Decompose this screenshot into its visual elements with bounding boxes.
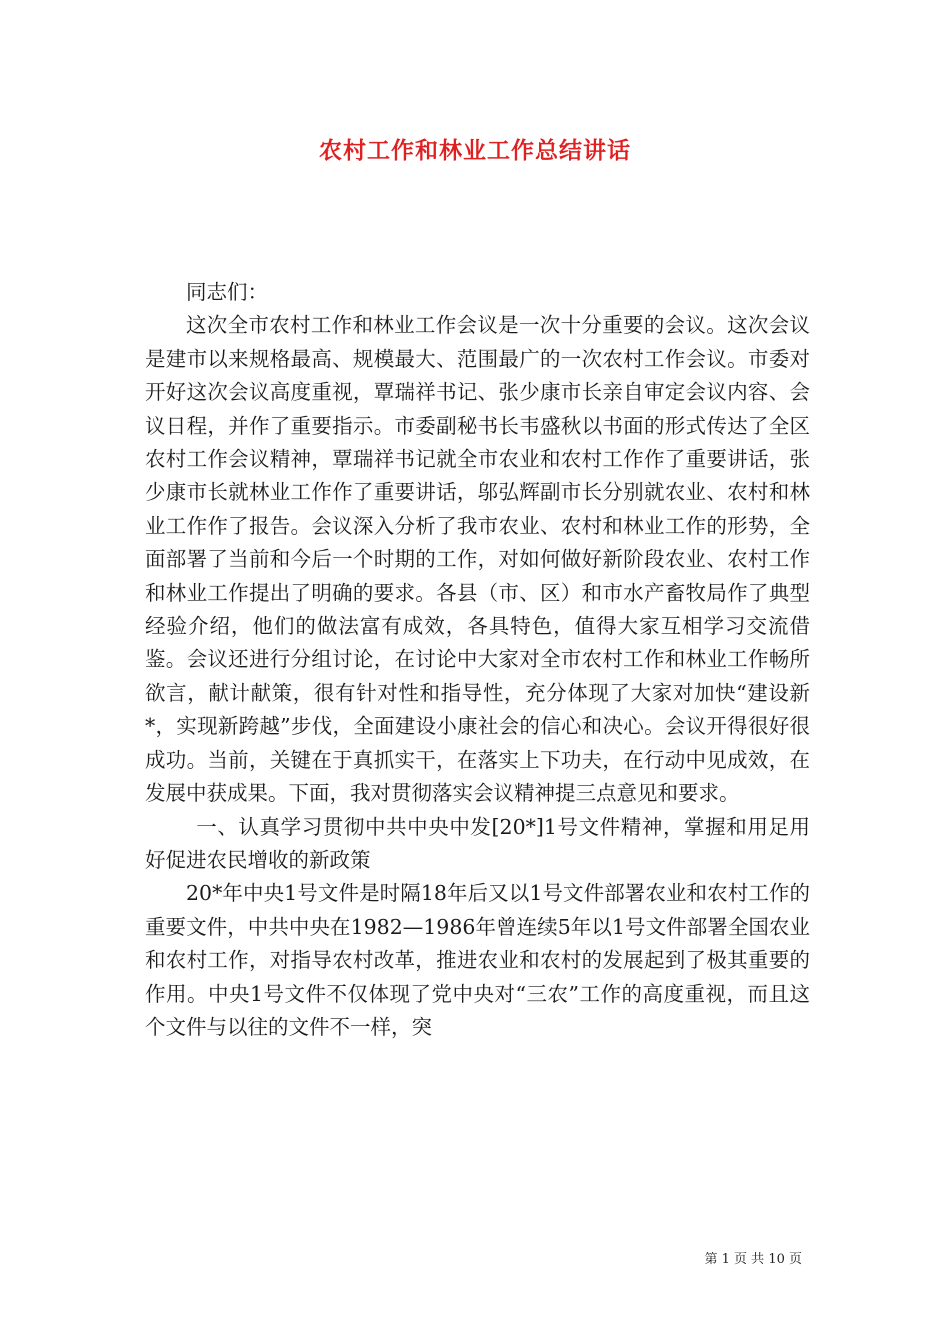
document-body <box>145 276 810 1044</box>
document-title: 农村工作和林业工作总结讲话 <box>319 137 631 164</box>
paragraph: 这次全市农村工作和林业工作会议是一次十分重要的会议。这次会议是建市以来规格最高、规模最大、范围最广的一次农村工作会议。市委对开好这次会议高度重视，覃瑞祥书记、张少康市长亲自审定会议内容、会议日程，并作了重要指示。市委副秘书长韦盛秋以书面的形式传达了全区农村工作会议精神，覃瑞祥书记就全市农业和农村工作作了重要讲话，张少康市长就林业工作作了重要讲话，邬弘辉副市长分别就农业、农村和林业工作作了报告。会议深入分析了我市农业、农村和林业工作的形势，全面部署了当前和今后一个时期的工作，对如何做好新阶段农业、农村工作和林业工作提出了明确的要求。各县（市、区）和市水产畜牧局作了典型经验介绍，他们的做法富有成效，各具特色，值得大家互相学习交流借鉴。会议还进行分组讨论，在讨论中大家对全市农村工作和林业工作畅所欲言，献计献策，很有针对性和指导性，充分体现了大家对加快“建设新*，实现新跨越”步伐，全面建设小康社会的信心和决心。会议开得很好很成功。当前，关键在于真抓实干，在落实上下功夫，在行动中见成效，在发展中获成果。下面，我对贯彻落实会议精神提三点意见和要求。 <box>145 313 810 806</box>
page-number: 第 1 页 共 10 页 <box>704 1252 802 1267</box>
section-heading: 一、认真学习贯彻中共中央中发[20*]1号文件精神，掌握和用足用好促进农民增收的新政策 <box>145 814 810 872</box>
paragraph: 20*年中央1号文件是时隔18年后又以1号文件部署农业和农村工作的重要文件，中共中央在1982—1986年曾连续5年以1号文件部署全国农业和农村工作，对指导农村改革，推进农业和农村的发展起到了极其重要的作用。中央1号文件不仅体现了党中央对“三农”工作的高度重视，而且这个文件与以往的文件不一样，突 <box>145 881 810 1039</box>
greeting: 同志们： <box>186 280 268 304</box>
